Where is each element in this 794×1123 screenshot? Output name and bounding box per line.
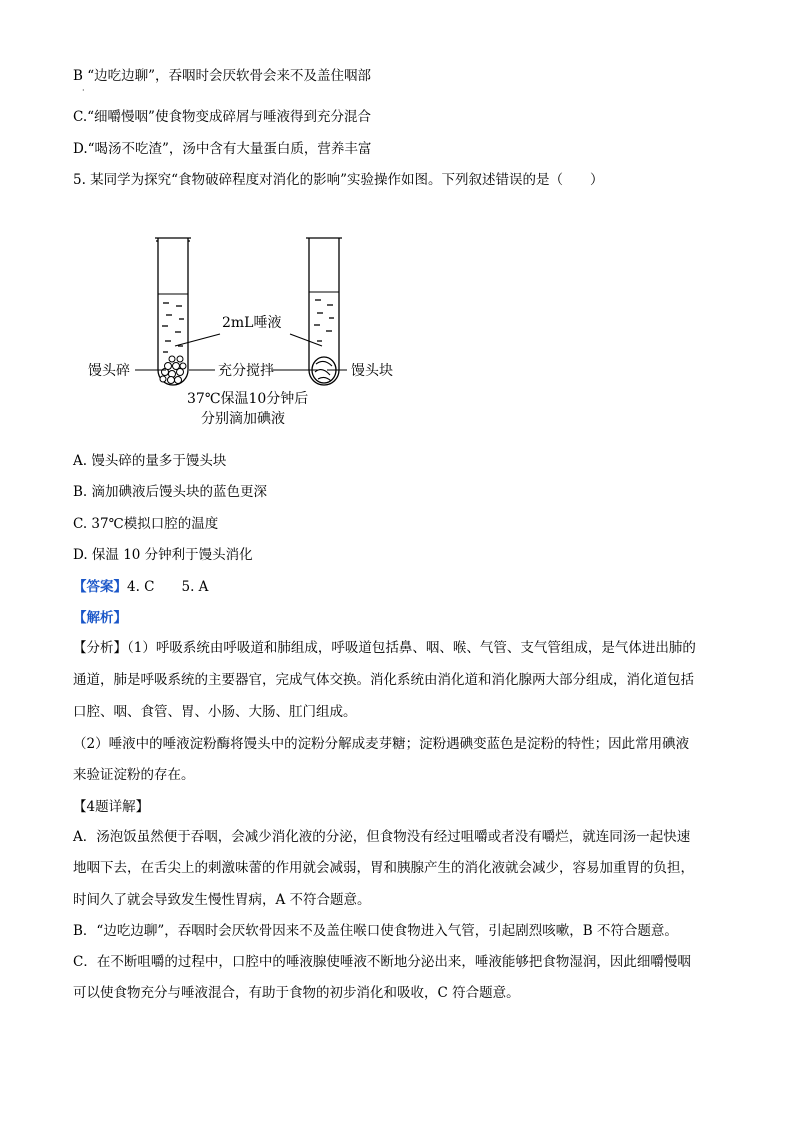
q4-option-d: D.“喝汤不吃渣”，汤中含有大量蛋白质，营养丰富 (73, 141, 372, 157)
label-stir: 充分搅拌 (218, 363, 274, 379)
leader-lines (135, 334, 347, 370)
detail-a-l1: A．汤泡饭虽然便于吞咽，会减少消化液的分泌，但食物没有经过咀嚼或者没有嚼烂，就连同汤一起快速 (73, 829, 691, 845)
detail-c-l1: C．在不断咀嚼的过程中，口腔中的唾液腺使唾液不断地分泌出来，唾液能够把食物湿润，因此细嚼慢咽 (73, 954, 691, 970)
q5-option-b: B. 滴加碘液后馒头块的蓝色更深 (73, 484, 268, 500)
detail-b-l1: B．“边吃边聊”，吞咽时会厌软骨因来不及盖住喉口使食物进入气管，引起剧烈咳嗽，B 不符合题意。 (73, 923, 678, 939)
label-crumbs: 馒头碎 (88, 363, 130, 379)
bread-crumbs (160, 356, 186, 384)
answer-text: 4. C 5. A (127, 579, 209, 595)
answer-tag: 【答案】 (73, 579, 127, 595)
analysis-p2-l1: （2）唾液中的唾液淀粉酶将馒头中的淀粉分解成麦芽糖；淀粉遇碘变蓝色是淀粉的特性；因此常用碘液 (73, 736, 690, 752)
label-saliva: 2mL唾液 (222, 315, 282, 331)
q5-option-a: A. 馒头碎的量多于馒头块 (73, 453, 227, 469)
caption-line1: 37℃保温10分钟后 (187, 391, 309, 407)
analysis-p1-l1-text: （1）呼吸系统由呼吸道和肺组成，呼吸道包括鼻、咽、喉、气管、支气管组成，是气体进出肺的 (127, 640, 696, 656)
detail-heading: 【4题详解】 (73, 799, 150, 815)
bread-block (312, 357, 336, 383)
analysis-tag: 【分析】 (73, 640, 127, 656)
q4-option-c: C.“细嚼慢咽”使食物变成碎屑与唾液得到充分混合 (73, 109, 371, 125)
detail-a-l2: 地咽下去，在舌尖上的刺激味蕾的作用就会减弱，胃和胰腺产生的消化液就会减少，容易加重胃的负担， (73, 860, 694, 876)
mark-dot: · (82, 86, 85, 95)
q5-option-d: D. 保温 10 分钟利于馒头消化 (73, 547, 253, 563)
q4-option-b: B “边吃边聊”，吞咽时会厌软骨会来不及盖住咽部 (73, 68, 372, 84)
detail-c-l2: 可以使食物充分与唾液混合，有助于食物的初步消化和吸收，C 符合题意。 (73, 985, 520, 1001)
analysis-p1-l2: 通道，肺是呼吸系统的主要器官，完成气体交换。消化系统由消化道和消化腺两大部分组成，消化道包括 (73, 672, 694, 688)
detail-a-l3: 时间久了就会导致发生慢性胃病，A 不符合题意。 (73, 892, 371, 908)
q5-stem: 5. 某同学为探究“食物破碎程度对消化的影响”实验操作如图。下列叙述错误的是（ ） (73, 172, 604, 188)
left-liquid-marks (162, 303, 184, 352)
left-test-tube (155, 238, 191, 385)
caption-line2: 分别滴加碘液 (201, 411, 285, 427)
analysis-p1-l3: 口腔、咽、食管、胃、小肠、大肠、肛门组成。 (73, 704, 357, 720)
right-test-tube (306, 238, 342, 385)
label-block: 馒头块 (351, 363, 393, 379)
analysis-p1-l1 (73, 638, 696, 658)
right-liquid-marks (314, 300, 334, 341)
answer-line (73, 577, 208, 597)
q5-option-c: C. 37℃模拟口腔的温度 (73, 516, 219, 532)
analysis-heading: 【解析】 (73, 610, 127, 626)
analysis-p2-l2: 来验证淀粉的存在。 (73, 767, 195, 783)
